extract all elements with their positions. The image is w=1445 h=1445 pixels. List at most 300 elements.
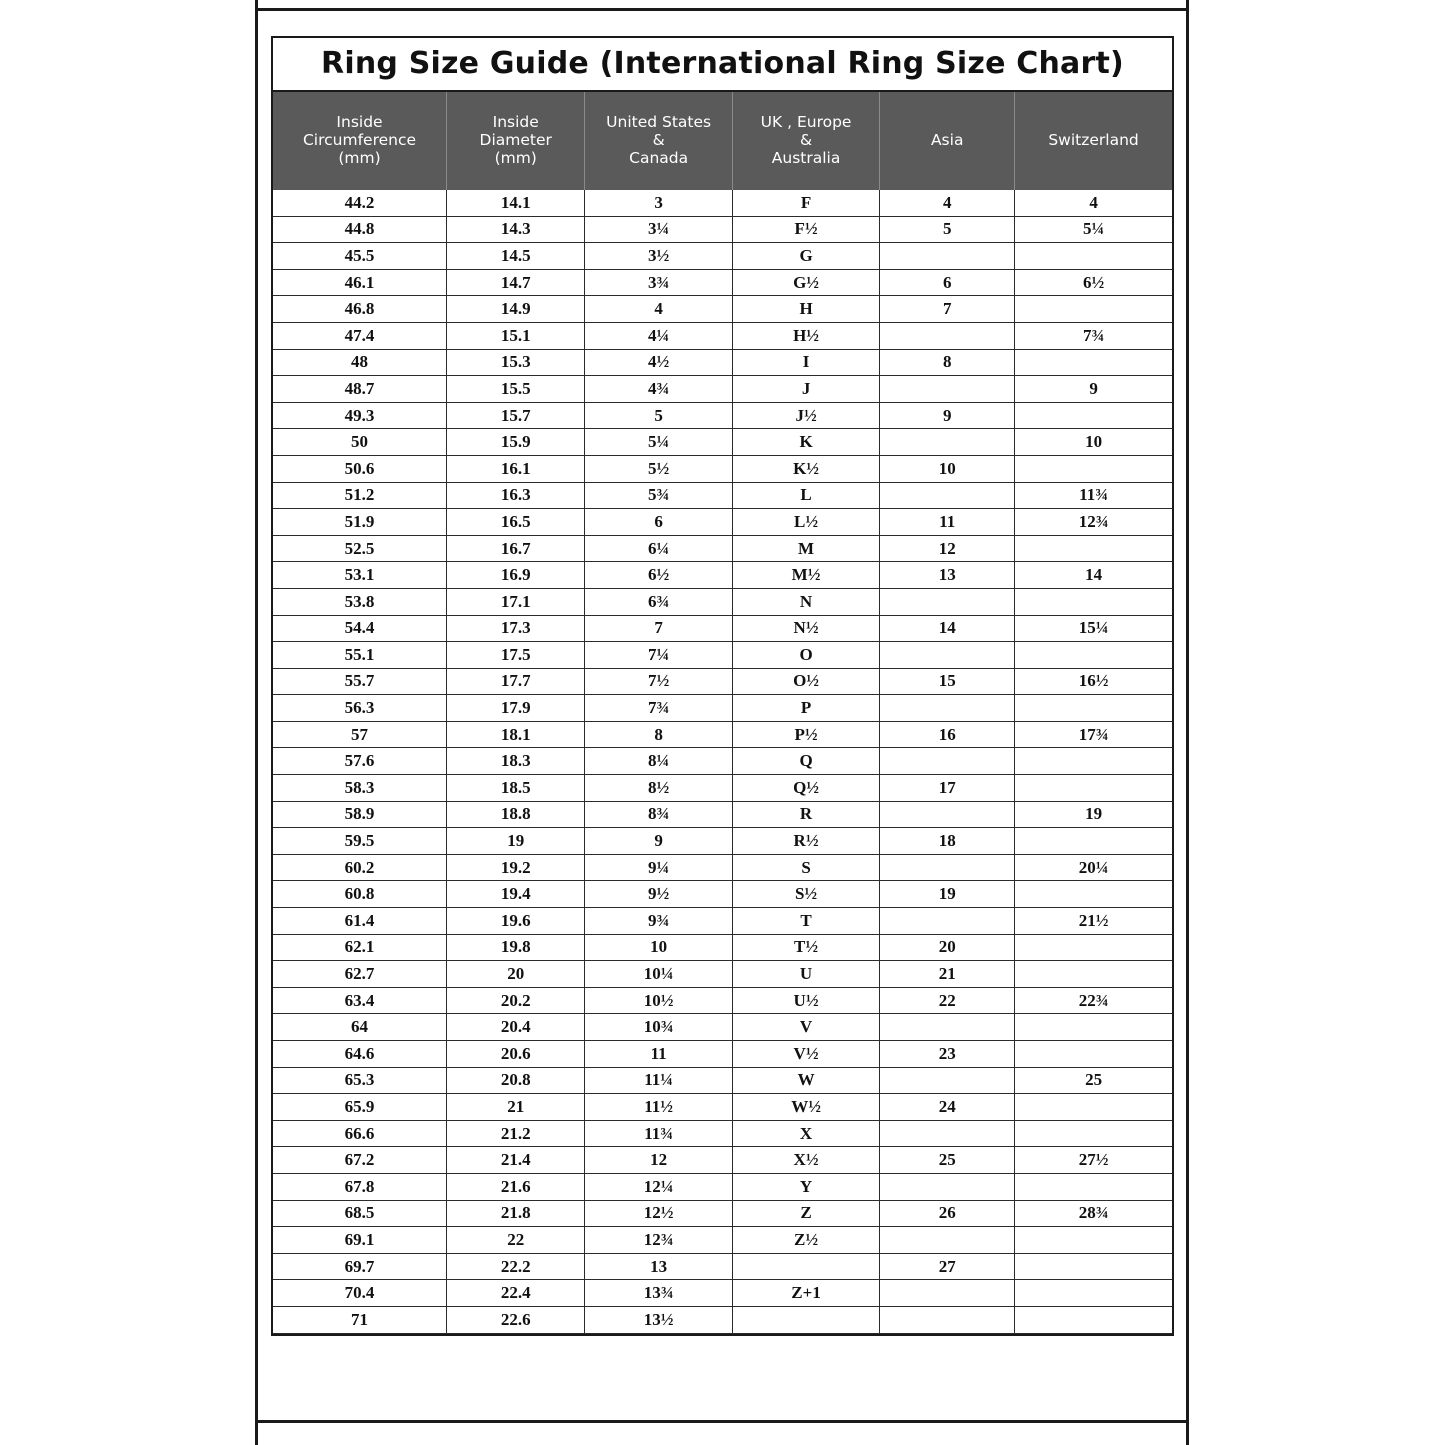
cell-inside-diameter: 22.2 xyxy=(447,1253,585,1280)
cell-us-canada: 11¼ xyxy=(585,1067,732,1094)
cell-asia: 23 xyxy=(880,1041,1015,1068)
cell-switzerland: 27½ xyxy=(1015,1147,1172,1174)
cell-us-canada: 10¼ xyxy=(585,961,732,988)
cell-asia: 14 xyxy=(880,615,1015,642)
table-row xyxy=(273,1280,1172,1307)
cell-us-canada: 8½ xyxy=(585,775,732,802)
cell-inside-diameter: 19 xyxy=(447,828,585,855)
cell-inside-diameter: 17.1 xyxy=(447,588,585,615)
column-header-inside-circumference xyxy=(273,92,447,190)
header-line: Canada xyxy=(629,149,689,168)
table-row xyxy=(273,1306,1172,1333)
table-row xyxy=(273,1120,1172,1147)
table-row xyxy=(273,216,1172,243)
cell-uk-europe-australia: O xyxy=(732,642,879,669)
header-line: (mm) xyxy=(338,149,381,168)
cell-uk-europe-australia: S xyxy=(732,854,879,881)
table-row xyxy=(273,190,1172,216)
cell-inside-circumference: 71 xyxy=(273,1306,447,1333)
header-line: United States xyxy=(606,112,712,131)
table-row xyxy=(273,429,1172,456)
cell-us-canada: 8¾ xyxy=(585,801,732,828)
ring-size-chart xyxy=(271,36,1174,1336)
page-edge-right xyxy=(1186,0,1189,1445)
cell-inside-diameter: 15.3 xyxy=(447,349,585,376)
cell-inside-circumference: 70.4 xyxy=(273,1280,447,1307)
table-row xyxy=(273,1147,1172,1174)
cell-inside-circumference: 50 xyxy=(273,429,447,456)
cell-switzerland xyxy=(1015,642,1172,669)
table-row xyxy=(273,269,1172,296)
cell-asia: 26 xyxy=(880,1200,1015,1227)
column-header-asia xyxy=(880,92,1015,190)
cell-inside-circumference: 61.4 xyxy=(273,908,447,935)
header-line: Circumference xyxy=(302,130,417,149)
cell-switzerland xyxy=(1015,828,1172,855)
cell-switzerland xyxy=(1015,1041,1172,1068)
table-row xyxy=(273,402,1172,429)
cell-inside-circumference: 53.8 xyxy=(273,588,447,615)
page-edge-bottom xyxy=(255,1420,1189,1423)
cell-us-canada: 12¾ xyxy=(585,1227,732,1254)
cell-switzerland xyxy=(1015,881,1172,908)
header-line: Switzerland xyxy=(1048,130,1139,149)
cell-switzerland: 15¼ xyxy=(1015,615,1172,642)
cell-switzerland: 22¾ xyxy=(1015,987,1172,1014)
cell-us-canada: 9¼ xyxy=(585,854,732,881)
cell-us-canada: 8 xyxy=(585,721,732,748)
table-row xyxy=(273,748,1172,775)
column-header-switzerland xyxy=(1015,92,1172,190)
table-row xyxy=(273,376,1172,403)
cell-asia: 15 xyxy=(880,668,1015,695)
cell-uk-europe-australia: Q xyxy=(732,748,879,775)
cell-inside-diameter: 19.6 xyxy=(447,908,585,935)
cell-uk-europe-australia: M½ xyxy=(732,562,879,589)
cell-inside-diameter: 18.5 xyxy=(447,775,585,802)
table-row xyxy=(273,1227,1172,1254)
cell-switzerland: 5¼ xyxy=(1015,216,1172,243)
table-row xyxy=(273,908,1172,935)
cell-uk-europe-australia: F½ xyxy=(732,216,879,243)
cell-inside-circumference: 58.9 xyxy=(273,801,447,828)
cell-asia xyxy=(880,429,1015,456)
cell-switzerland xyxy=(1015,695,1172,722)
cell-inside-diameter: 21.8 xyxy=(447,1200,585,1227)
table-row xyxy=(273,881,1172,908)
cell-switzerland xyxy=(1015,1280,1172,1307)
cell-switzerland: 21½ xyxy=(1015,908,1172,935)
table-row xyxy=(273,775,1172,802)
cell-uk-europe-australia xyxy=(732,1253,879,1280)
cell-inside-circumference: 59.5 xyxy=(273,828,447,855)
cell-inside-circumference: 44.8 xyxy=(273,216,447,243)
cell-uk-europe-australia: Z+1 xyxy=(732,1280,879,1307)
cell-us-canada: 4¼ xyxy=(585,322,732,349)
column-header-us-canada xyxy=(585,92,732,190)
cell-inside-circumference: 47.4 xyxy=(273,322,447,349)
header-line: UK , Europe xyxy=(760,112,852,131)
cell-us-canada: 5½ xyxy=(585,455,732,482)
cell-inside-circumference: 57.6 xyxy=(273,748,447,775)
cell-uk-europe-australia: W½ xyxy=(732,1094,879,1121)
cell-uk-europe-australia: P½ xyxy=(732,721,879,748)
cell-inside-diameter: 15.7 xyxy=(447,402,585,429)
cell-switzerland: 10 xyxy=(1015,429,1172,456)
cell-asia: 25 xyxy=(880,1147,1015,1174)
table-row xyxy=(273,987,1172,1014)
cell-asia: 4 xyxy=(880,190,1015,216)
cell-uk-europe-australia: X½ xyxy=(732,1147,879,1174)
cell-inside-circumference: 46.1 xyxy=(273,269,447,296)
table-row xyxy=(273,695,1172,722)
table-row xyxy=(273,243,1172,270)
cell-uk-europe-australia: K xyxy=(732,429,879,456)
cell-inside-circumference: 51.2 xyxy=(273,482,447,509)
cell-inside-circumference: 48.7 xyxy=(273,376,447,403)
cell-uk-europe-australia: M xyxy=(732,535,879,562)
cell-us-canada: 11¾ xyxy=(585,1120,732,1147)
cell-switzerland xyxy=(1015,1094,1172,1121)
cell-inside-diameter: 15.5 xyxy=(447,376,585,403)
cell-inside-circumference: 68.5 xyxy=(273,1200,447,1227)
cell-inside-circumference: 55.7 xyxy=(273,668,447,695)
cell-asia xyxy=(880,1227,1015,1254)
cell-uk-europe-australia: H xyxy=(732,296,879,323)
cell-uk-europe-australia: R½ xyxy=(732,828,879,855)
cell-inside-circumference: 65.9 xyxy=(273,1094,447,1121)
cell-switzerland xyxy=(1015,775,1172,802)
cell-asia: 9 xyxy=(880,402,1015,429)
cell-inside-circumference: 69.1 xyxy=(273,1227,447,1254)
cell-inside-circumference: 64.6 xyxy=(273,1041,447,1068)
cell-switzerland: 9 xyxy=(1015,376,1172,403)
cell-switzerland: 12¾ xyxy=(1015,509,1172,536)
cell-us-canada: 12 xyxy=(585,1147,732,1174)
cell-uk-europe-australia: N½ xyxy=(732,615,879,642)
cell-asia: 21 xyxy=(880,961,1015,988)
cell-asia xyxy=(880,376,1015,403)
header-line: Asia xyxy=(930,130,964,149)
page-title: Ring Size Guide (International Ring Size Chart) xyxy=(273,38,1172,92)
cell-uk-europe-australia: L½ xyxy=(732,509,879,536)
table-row xyxy=(273,1041,1172,1068)
cell-inside-diameter: 21.6 xyxy=(447,1173,585,1200)
cell-us-canada: 10½ xyxy=(585,987,732,1014)
cell-uk-europe-australia: S½ xyxy=(732,881,879,908)
page-edge-left xyxy=(255,0,258,1445)
cell-uk-europe-australia: X xyxy=(732,1120,879,1147)
cell-asia xyxy=(880,801,1015,828)
cell-us-canada: 3½ xyxy=(585,243,732,270)
table-row xyxy=(273,1014,1172,1041)
cell-inside-circumference: 63.4 xyxy=(273,987,447,1014)
table-row xyxy=(273,668,1172,695)
cell-uk-europe-australia: O½ xyxy=(732,668,879,695)
cell-asia xyxy=(880,1173,1015,1200)
cell-switzerland xyxy=(1015,535,1172,562)
cell-asia: 5 xyxy=(880,216,1015,243)
table-row xyxy=(273,482,1172,509)
table-row xyxy=(273,562,1172,589)
cell-inside-circumference: 53.1 xyxy=(273,562,447,589)
cell-inside-diameter: 20.8 xyxy=(447,1067,585,1094)
table-row xyxy=(273,535,1172,562)
cell-uk-europe-australia xyxy=(732,1306,879,1333)
cell-inside-diameter: 18.1 xyxy=(447,721,585,748)
cell-inside-diameter: 14.5 xyxy=(447,243,585,270)
cell-inside-diameter: 22.6 xyxy=(447,1306,585,1333)
cell-switzerland: 19 xyxy=(1015,801,1172,828)
table-row xyxy=(273,588,1172,615)
cell-asia xyxy=(880,588,1015,615)
cell-uk-europe-australia: T xyxy=(732,908,879,935)
cell-inside-circumference: 60.2 xyxy=(273,854,447,881)
cell-inside-diameter: 20.2 xyxy=(447,987,585,1014)
header-line: & xyxy=(652,130,665,149)
cell-us-canada: 8¼ xyxy=(585,748,732,775)
cell-us-canada: 6¼ xyxy=(585,535,732,562)
cell-inside-circumference: 58.3 xyxy=(273,775,447,802)
table-body xyxy=(273,190,1172,1333)
header-line: Inside xyxy=(492,112,539,131)
cell-switzerland: 17¾ xyxy=(1015,721,1172,748)
cell-us-canada: 3¼ xyxy=(585,216,732,243)
table-row xyxy=(273,1200,1172,1227)
cell-switzerland xyxy=(1015,349,1172,376)
cell-us-canada: 13½ xyxy=(585,1306,732,1333)
cell-inside-diameter: 18.8 xyxy=(447,801,585,828)
cell-inside-diameter: 19.4 xyxy=(447,881,585,908)
table-row xyxy=(273,642,1172,669)
cell-asia xyxy=(880,1306,1015,1333)
cell-inside-diameter: 17.5 xyxy=(447,642,585,669)
cell-uk-europe-australia: V xyxy=(732,1014,879,1041)
cell-switzerland xyxy=(1015,455,1172,482)
cell-inside-diameter: 16.5 xyxy=(447,509,585,536)
cell-uk-europe-australia: T½ xyxy=(732,934,879,961)
cell-asia xyxy=(880,748,1015,775)
table-row xyxy=(273,828,1172,855)
column-header-uk-europe-australia xyxy=(732,92,879,190)
cell-asia xyxy=(880,1280,1015,1307)
ring-size-table xyxy=(273,92,1172,1334)
cell-switzerland: 16½ xyxy=(1015,668,1172,695)
table-row xyxy=(273,934,1172,961)
cell-inside-diameter: 22.4 xyxy=(447,1280,585,1307)
header-line: Inside xyxy=(336,112,383,131)
cell-inside-circumference: 57 xyxy=(273,721,447,748)
cell-asia xyxy=(880,1067,1015,1094)
cell-asia: 18 xyxy=(880,828,1015,855)
cell-asia: 24 xyxy=(880,1094,1015,1121)
cell-inside-diameter: 20.6 xyxy=(447,1041,585,1068)
cell-us-canada: 5¼ xyxy=(585,429,732,456)
cell-inside-circumference: 45.5 xyxy=(273,243,447,270)
cell-uk-europe-australia: F xyxy=(732,190,879,216)
cell-inside-diameter: 21.4 xyxy=(447,1147,585,1174)
cell-inside-diameter: 17.3 xyxy=(447,615,585,642)
cell-us-canada: 13¾ xyxy=(585,1280,732,1307)
table-row xyxy=(273,349,1172,376)
cell-switzerland: 14 xyxy=(1015,562,1172,589)
cell-uk-europe-australia: G½ xyxy=(732,269,879,296)
cell-switzerland xyxy=(1015,1306,1172,1333)
cell-inside-diameter: 18.3 xyxy=(447,748,585,775)
table-row xyxy=(273,509,1172,536)
cell-us-canada: 7¾ xyxy=(585,695,732,722)
cell-inside-circumference: 60.8 xyxy=(273,881,447,908)
cell-switzerland xyxy=(1015,961,1172,988)
table-row xyxy=(273,322,1172,349)
cell-uk-europe-australia: J xyxy=(732,376,879,403)
cell-switzerland: 7¾ xyxy=(1015,322,1172,349)
cell-us-canada: 4 xyxy=(585,296,732,323)
cell-us-canada: 13 xyxy=(585,1253,732,1280)
table-row xyxy=(273,1253,1172,1280)
table-row xyxy=(273,801,1172,828)
table-row xyxy=(273,296,1172,323)
cell-inside-diameter: 19.8 xyxy=(447,934,585,961)
cell-us-canada: 6¾ xyxy=(585,588,732,615)
column-header-inside-diameter xyxy=(447,92,585,190)
cell-uk-europe-australia: Z½ xyxy=(732,1227,879,1254)
cell-asia: 20 xyxy=(880,934,1015,961)
cell-inside-diameter: 14.7 xyxy=(447,269,585,296)
cell-us-canada: 12½ xyxy=(585,1200,732,1227)
cell-us-canada: 11½ xyxy=(585,1094,732,1121)
cell-inside-diameter: 16.7 xyxy=(447,535,585,562)
cell-us-canada: 7 xyxy=(585,615,732,642)
table-row xyxy=(273,1094,1172,1121)
cell-inside-circumference: 49.3 xyxy=(273,402,447,429)
cell-uk-europe-australia: Z xyxy=(732,1200,879,1227)
table-row xyxy=(273,1173,1172,1200)
cell-inside-circumference: 64 xyxy=(273,1014,447,1041)
cell-switzerland: 6½ xyxy=(1015,269,1172,296)
header-line: Australia xyxy=(771,149,841,168)
cell-switzerland: 28¾ xyxy=(1015,1200,1172,1227)
page-edge-top xyxy=(255,8,1189,11)
header-line: (mm) xyxy=(494,149,537,168)
cell-uk-europe-australia: N xyxy=(732,588,879,615)
cell-inside-diameter: 15.9 xyxy=(447,429,585,456)
table-row xyxy=(273,854,1172,881)
cell-uk-europe-australia: U xyxy=(732,961,879,988)
cell-inside-diameter: 14.3 xyxy=(447,216,585,243)
cell-switzerland xyxy=(1015,748,1172,775)
cell-inside-circumference: 62.1 xyxy=(273,934,447,961)
table-row xyxy=(273,615,1172,642)
cell-us-canada: 6½ xyxy=(585,562,732,589)
table-row xyxy=(273,455,1172,482)
cell-inside-circumference: 62.7 xyxy=(273,961,447,988)
cell-us-canada: 7½ xyxy=(585,668,732,695)
cell-uk-europe-australia: Q½ xyxy=(732,775,879,802)
cell-uk-europe-australia: G xyxy=(732,243,879,270)
cell-asia: 11 xyxy=(880,509,1015,536)
cell-asia: 16 xyxy=(880,721,1015,748)
cell-asia xyxy=(880,322,1015,349)
table-header-row xyxy=(273,92,1172,190)
cell-us-canada: 5 xyxy=(585,402,732,429)
cell-inside-diameter: 20 xyxy=(447,961,585,988)
cell-us-canada: 9¾ xyxy=(585,908,732,935)
cell-switzerland xyxy=(1015,588,1172,615)
cell-asia: 17 xyxy=(880,775,1015,802)
cell-asia xyxy=(880,642,1015,669)
header-line: Diameter xyxy=(479,130,552,149)
cell-inside-circumference: 56.3 xyxy=(273,695,447,722)
cell-inside-diameter: 14.1 xyxy=(447,190,585,216)
cell-asia: 6 xyxy=(880,269,1015,296)
cell-asia: 8 xyxy=(880,349,1015,376)
cell-inside-diameter: 16.3 xyxy=(447,482,585,509)
cell-switzerland: 25 xyxy=(1015,1067,1172,1094)
cell-asia: 27 xyxy=(880,1253,1015,1280)
cell-inside-diameter: 14.9 xyxy=(447,296,585,323)
cell-uk-europe-australia: H½ xyxy=(732,322,879,349)
cell-uk-europe-australia: J½ xyxy=(732,402,879,429)
cell-asia xyxy=(880,1120,1015,1147)
cell-us-canada: 6 xyxy=(585,509,732,536)
cell-switzerland xyxy=(1015,1253,1172,1280)
cell-asia xyxy=(880,482,1015,509)
cell-asia: 7 xyxy=(880,296,1015,323)
cell-uk-europe-australia: L xyxy=(732,482,879,509)
cell-switzerland: 4 xyxy=(1089,192,1098,212)
cell-asia xyxy=(880,908,1015,935)
cell-uk-europe-australia: W xyxy=(732,1067,879,1094)
cell-us-canada: 3¾ xyxy=(585,269,732,296)
table-header xyxy=(273,92,1172,190)
cell-inside-circumference: 69.7 xyxy=(273,1253,447,1280)
cell-uk-europe-australia: I xyxy=(732,349,879,376)
cell-inside-circumference: 46.8 xyxy=(273,296,447,323)
cell-inside-circumference: 50.6 xyxy=(273,455,447,482)
cell-us-canada: 11 xyxy=(585,1041,732,1068)
cell-switzerland xyxy=(1015,243,1172,270)
cell-inside-diameter: 16.9 xyxy=(447,562,585,589)
cell-switzerland xyxy=(1015,1227,1172,1254)
cell-inside-circumference: 52.5 xyxy=(273,535,447,562)
cell-us-canada: 4¾ xyxy=(585,376,732,403)
table-row xyxy=(273,961,1172,988)
cell-asia: 22 xyxy=(880,987,1015,1014)
cell-us-canada: 7¼ xyxy=(585,642,732,669)
cell-inside-circumference: 54.4 xyxy=(273,615,447,642)
cell-inside-circumference: 48 xyxy=(273,349,447,376)
cell-inside-circumference: 55.1 xyxy=(273,642,447,669)
cell-inside-circumference: 67.8 xyxy=(273,1173,447,1200)
cell-asia: 10 xyxy=(880,455,1015,482)
cell-us-canada: 9½ xyxy=(585,881,732,908)
cell-inside-diameter: 17.7 xyxy=(447,668,585,695)
cell-asia xyxy=(880,243,1015,270)
cell-inside-diameter: 21 xyxy=(447,1094,585,1121)
cell-inside-diameter: 22 xyxy=(447,1227,585,1254)
cell-uk-europe-australia: V½ xyxy=(732,1041,879,1068)
cell-us-canada: 3 xyxy=(585,190,732,216)
cell-inside-circumference: 44.2 xyxy=(273,190,447,216)
cell-us-canada: 10 xyxy=(585,934,732,961)
cell-asia xyxy=(880,854,1015,881)
cell-uk-europe-australia: R xyxy=(732,801,879,828)
cell-inside-circumference: 67.2 xyxy=(273,1147,447,1174)
cell-uk-europe-australia: P xyxy=(732,695,879,722)
cell-asia: 19 xyxy=(880,881,1015,908)
cell-inside-diameter: 17.9 xyxy=(447,695,585,722)
